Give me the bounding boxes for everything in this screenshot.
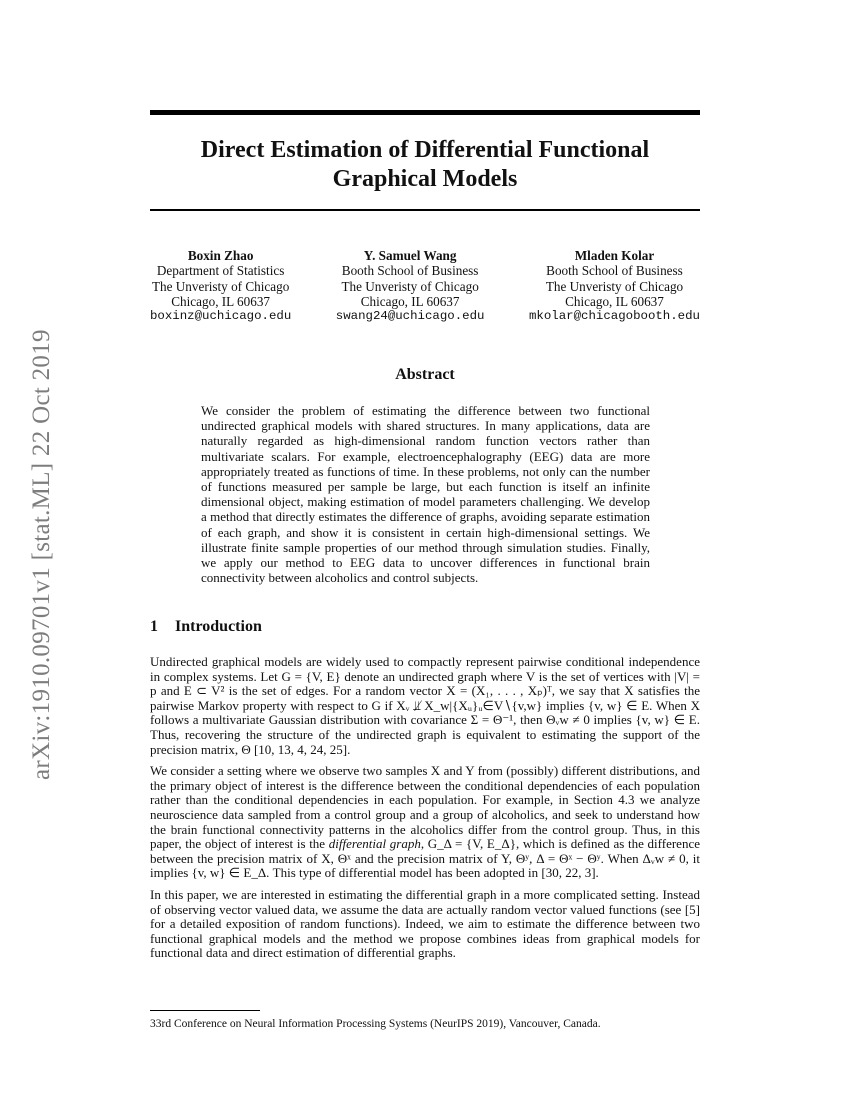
author-3 (529, 248, 700, 324)
title-rule-top (150, 110, 700, 115)
conference-footnote: 33rd Conference on Neural Information Processing Systems (NeurIPS 2019), Vancouver, Canada. (150, 1018, 601, 1030)
abstract-text: We consider the problem of estimating the difference between two functional undirected graphical models with shared structures. In many applications, data are naturally regarded as high-dimensional random function vectors rather than multivariate scalars. For example, electroencephalography (EEG) data are more appropriately treated as functions of time. In these problems, not only can the number of functions measured per sample be large, but each function is itself an infinite dimensional object, making estimation of model parameters challenging. We develop a method that directly estimates the difference of graphs, avoiding separate estimation of each graph, and show it is consistent in certain high-dimensional settings. We illustrate finite sample properties of our method through simulation studies. Finally, we apply our method to EEG data to uncover differences in functional brain connectivity between alcoholics and control subjects. (201, 403, 650, 586)
author-email: boxinz@uchicago.edu (150, 309, 292, 324)
author-city: Chicago, IL 60637 (171, 293, 271, 309)
abstract-heading: Abstract (395, 366, 455, 383)
author-email: swang24@uchicago.edu (335, 309, 485, 324)
section-number: 1 (150, 618, 158, 635)
author-name: Mladen Kolar (574, 248, 655, 263)
author-block (150, 248, 700, 324)
title-line-2: Graphical Models (332, 166, 518, 192)
author-email: mkolar@chicagobooth.edu (528, 309, 700, 324)
paper-title (150, 136, 700, 194)
author-1 (150, 248, 291, 324)
author-name: Y. Samuel Wang (363, 248, 457, 263)
author-university: The Unveristy of Chicago (341, 278, 479, 294)
introduction-body (150, 655, 700, 968)
section-title: Introduction (175, 618, 262, 635)
arxiv-side-stamp (20, 290, 60, 780)
author-city: Chicago, IL 60637 (360, 293, 460, 309)
paragraph-2 (150, 764, 700, 881)
paragraph-2-part-a: We consider a setting where we observe two samples X and Y from (possibly) different distributions, and the primary object of interest is the difference between the conditional dependencies of each population rather than the conditional dependencies in each population. For example, in Section 4.3 we analyze neuroscience data sampled from a control group and a group of alcoholics, and seek to understand how the brain functional connectivity patterns in the alcoholics differ from the control group. Thus, in this paper, the object of interest is the (150, 763, 700, 852)
author-university: The Unveristy of Chicago (151, 278, 290, 294)
author-city: Chicago, IL 60637 (565, 293, 664, 309)
arxiv-identifier: arXiv:1910.09701v1 [stat.ML] 22 Oct 2019 (28, 329, 55, 780)
footnote-rule (150, 1010, 260, 1011)
paragraph-1: Undirected graphical models are widely used to compactly represent pairwise conditional independence in complex systems. Let G = {V, E} denote an undirected graph where V is the set of vertices with |V| = p and E ⊂ V² is the set of edges. For a random vector X = (X₁, . . . , Xₚ)ᵀ, we say that X satisfies the pairwise Markov property with respect to G if Xᵥ ⫫̸ X_w|{Xᵤ}ᵤ∈V∖{v,w} implies {v, w} ∈ E. When X follows a multivariate Gaussian distribution with covariance Σ = Θ⁻¹, then Θᵥw ≠ 0 implies {v, w} ∈ E. Thus, recovering the structure of the undirected graph is equivalent to estimating the support of the precision matrix, Θ [10, 13, 4, 24, 25]. (150, 654, 700, 757)
author-department: Department of Statistics (156, 263, 285, 279)
paragraph-2-term: differential graph (328, 836, 421, 852)
author-name: Boxin Zhao (187, 248, 254, 263)
author-2 (336, 248, 485, 324)
author-university: The Unveristy of Chicago (545, 278, 684, 294)
paragraph-3: In this paper, we are interested in estimating the differential graph in a more complicated setting. Instead of observing vector valued data, we assume the data are actually random vector valued functions (see [5] for a detailed exposition of random functions). Indeed, we aim to estimate the difference between two functional graphical models and the method we propose combines ideas from graphical models for functional data and direct estimation of differential graphs. (150, 886, 700, 961)
section-heading (150, 618, 262, 636)
paragraph-2-part-b: , G_Δ = {V, E_Δ}, which is defined as the difference between the precision matrix of X, Θˣ and the precision matrix of Y, Θʸ, Δ = Θˣ − Θʸ. When Δᵥw ≠ 0, it implies {v, w} ∈ E_Δ. This type of differential model has been adopted in [30, 22, 3]. (150, 836, 700, 881)
title-line-1: Direct Estimation of Differential Functional (200, 137, 650, 163)
author-department: Booth School of Business (546, 263, 683, 279)
title-rule-bottom (150, 209, 700, 211)
author-department: Booth School of Business (341, 263, 479, 279)
